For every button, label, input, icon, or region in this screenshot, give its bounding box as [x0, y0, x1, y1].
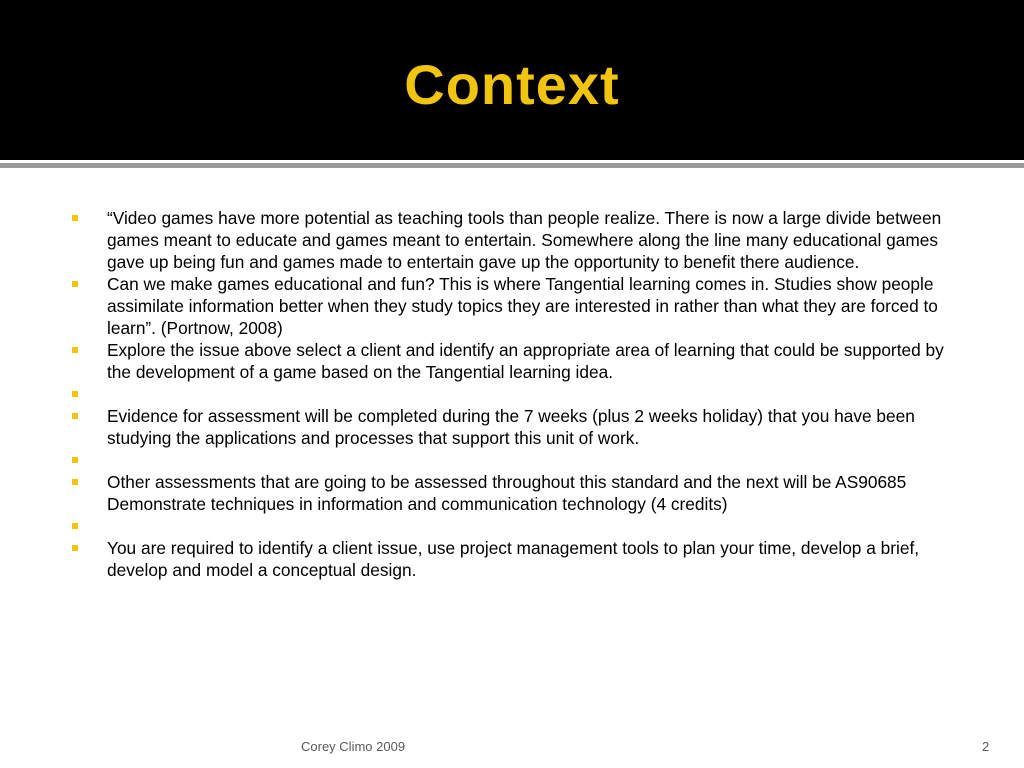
footer-author: Corey Climo 2009	[301, 739, 406, 754]
bullet-item	[72, 537, 972, 581]
bullet-item-empty	[72, 515, 972, 537]
bullet-item	[72, 207, 972, 273]
bullet-item	[72, 471, 972, 515]
bullet-text: Evidence for assessment will be completed during the 7 weeks (plus 2 weeks holiday) that you have been studying the applications and processes that support this unit of work.	[107, 406, 915, 448]
bullet-text: Can we make games educational and fun? This is where Tangential learning comes in. Studies show people assimilate information better when they study topics they are interested in rather than what they are forced to learn”. (Portnow, 2008)	[107, 274, 938, 338]
divider-grey	[0, 163, 1024, 168]
bullet-text: You are required to identify a client issue, use project management tools to plan your time, develop a brief, develop and model a conceptual design.	[107, 538, 920, 580]
bullet-marker-icon	[72, 413, 78, 419]
bullet-marker-icon	[72, 215, 78, 221]
bullet-item	[72, 339, 972, 383]
bullet-text: “Video games have more potential as teaching tools than people realize. There is now a large divide between games meant to educate and games meant to entertain. Somewhere along the line many educational games gave up being fun and games made to entertain gave up the opportunity to benefit there audience.	[107, 208, 942, 272]
bullet-marker-icon	[72, 281, 78, 287]
bullet-marker-icon	[72, 479, 78, 485]
page-number: 2	[982, 739, 990, 754]
bullet-marker-icon	[72, 523, 78, 529]
bullet-item	[72, 405, 972, 449]
bullet-item	[72, 273, 972, 339]
bullet-text: Other assessments that are going to be assessed throughout this standard and the next will be AS90685 Demonstrate techniques in information and communication technology (4 credits)	[107, 472, 907, 514]
bullet-marker-icon	[72, 391, 78, 397]
bullet-marker-icon	[72, 545, 78, 551]
bullet-marker-icon	[72, 347, 78, 353]
bullet-text: Explore the issue above select a client and identify an appropriate area of learning that could be supported by the development of a game based on the Tangential learning idea.	[107, 340, 944, 382]
bullet-item-empty	[72, 449, 972, 471]
bullet-item-empty	[72, 383, 972, 405]
bullet-marker-icon	[72, 457, 78, 463]
slide-title: Context	[404, 53, 620, 116]
bullet-list	[72, 207, 972, 581]
title-bar	[0, 0, 1024, 160]
